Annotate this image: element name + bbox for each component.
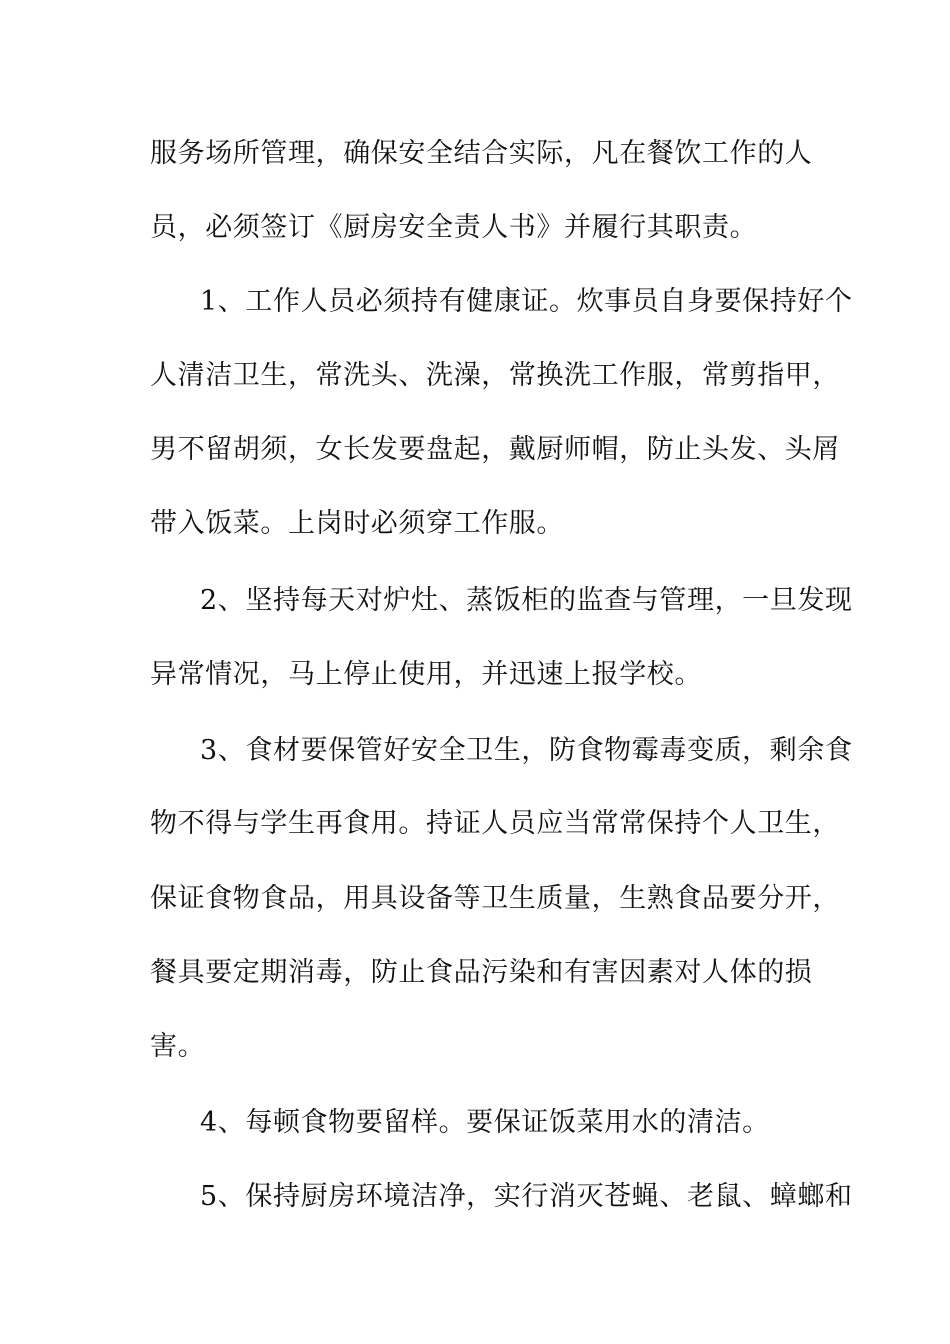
text-line: 害。 — [150, 1031, 206, 1062]
text-line: 员，必须签订《厨房安全责人书》并履行其职责。 — [150, 212, 758, 243]
paragraph-5-start: 5、保持厨房环境洁净，实行消灭苍蝇、老鼠、蟑螂和 — [200, 1181, 853, 1212]
text-line: 服务场所管理，确保安全结合实际，凡在餐饮工作的人 — [150, 138, 813, 169]
paragraph-4-start: 4、每顿食物要留样。要保证饭菜用水的清洁。 — [200, 1107, 770, 1138]
paragraph-1-start: 1、工作人员必须持有健康证。炊事员自身要保持好个 — [200, 286, 853, 317]
text-line: 带入饭菜。上岗时必须穿工作服。 — [150, 508, 564, 539]
paragraph-2-start: 2、坚持每天对炉灶、蒸饭柜的监查与管理，一旦发现 — [200, 585, 853, 616]
text-line: 物不得与学生再食用。持证人员应当常常保持个人卫生， — [150, 808, 840, 839]
text-line: 人清洁卫生，常洗头、洗澡，常换洗工作服，常剪指甲， — [150, 360, 840, 391]
paragraph-3-start: 3、食材要保管好安全卫生，防食物霉毒变质，剩余食 — [200, 735, 853, 766]
text-line: 保证食物食品，用具设备等卫生质量，生熟食品要分开， — [150, 883, 840, 914]
text-line: 餐具要定期消毒，防止食品污染和有害因素对人体的损 — [150, 957, 813, 988]
text-line: 异常情况，马上停止使用，并迅速上报学校。 — [150, 659, 702, 690]
text-line: 男不留胡须，女长发要盘起，戴厨师帽，防止头发、头屑 — [150, 434, 840, 465]
